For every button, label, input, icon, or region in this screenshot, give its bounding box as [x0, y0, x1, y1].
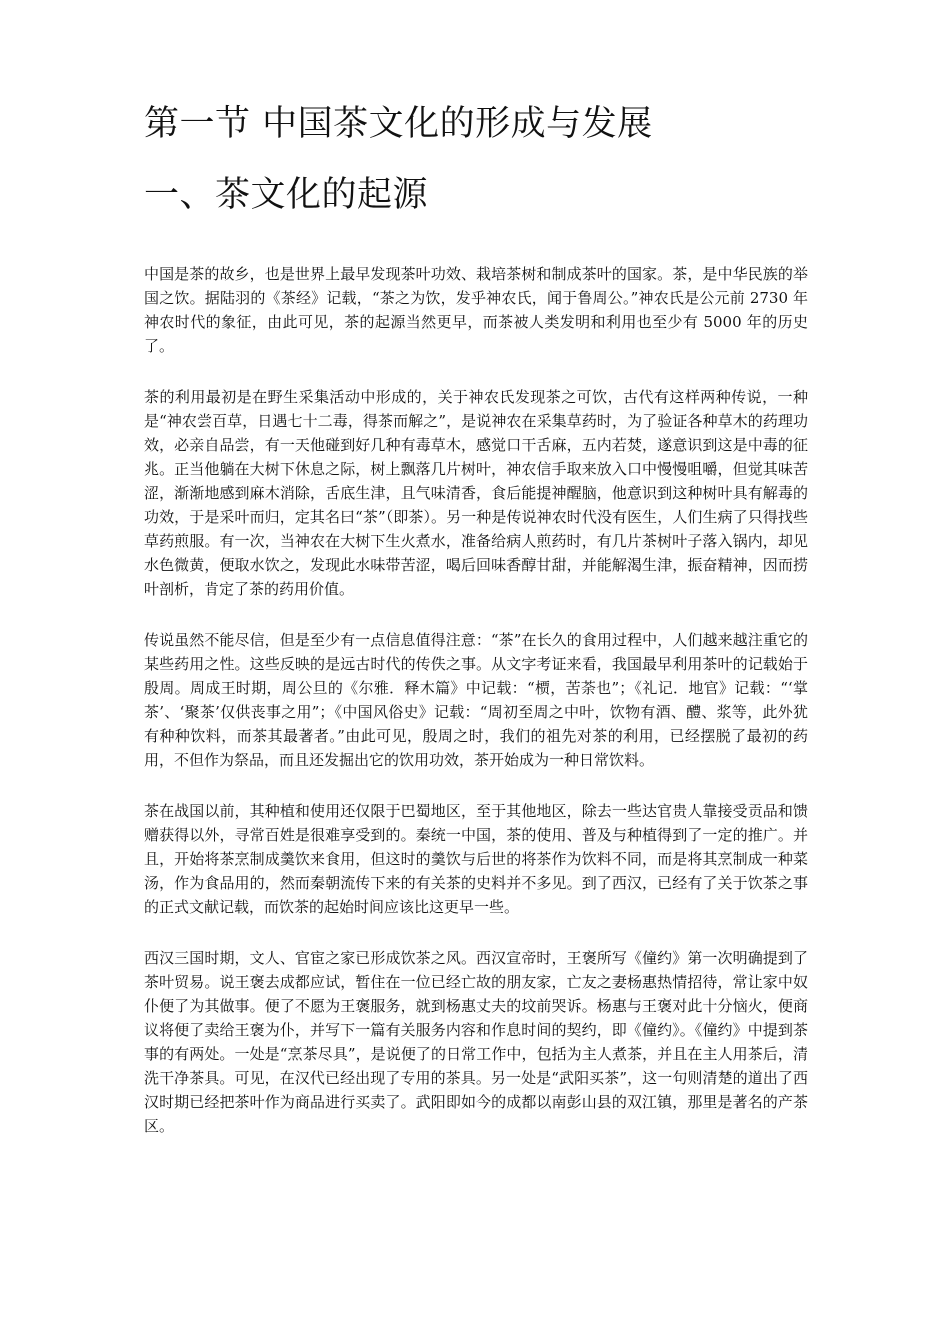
subsection-title: 一、茶文化的起源: [144, 175, 429, 215]
paragraph: 中国是茶的故乡，也是世界上最早发现茶叶功效、栽培茶树和制成茶叶的国家。茶，是中华民族的举国之饮。据陆羽的《茶经》记载，“茶之为饮，发乎神农氏，闻于鲁周公。”神农氏是公元前 2730 年神农时代的象征，由此可见，茶的起源当然更早，而茶被人类发明和利用也至少有 5000 年的历史了。: [144, 265, 808, 355]
section-title: 第一节 中国茶文化的形成与发展: [144, 104, 653, 144]
paragraph: 茶的利用最初是在野生采集活动中形成的，关于神农氏发现茶之可饮，古代有这样两种传说，一种是“神农尝百草，日遇七十二毒，得茶而解之”，是说神农在采集草药时，为了验证各种草木的药理功效，必亲自品尝，有一天他碰到好几种有毒草木，感觉口干舌麻，五内若焚，遂意识到这是中毒的征兆。正当他躺在大树下休息之际，树上飘落几片树叶，神农信手取来放入口中慢慢咀嚼，但觉其味苦涩，渐渐地感到麻木消除，舌底生津，且气味清香，食后能提神醒脑，他意识到这种树叶具有解毒的功效，于是采叶而归，定其名曰“茶”（即茶）。另一种是传说神农时代没有医生，人们生病了只得找些草药煎服。有一次，当神农在大树下生火煮水，准备给病人煎药时，有几片茶树叶子落入锅内，却见水色微黄，便取水饮之，发现此水味带苦涩，喝后回味香醇甘甜，并能解渴生津，振奋精神，因而捞叶剖析，肯定了茶的药用价值。: [144, 388, 808, 598]
body-text: [144, 262, 808, 1165]
paragraph: 茶在战国以前，其种植和使用还仅限于巴蜀地区，至于其他地区，除去一些达官贵人靠接受贡品和馈赠获得以外，寻常百姓是很难享受到的。秦统一中国，茶的使用、普及与种植得到了一定的推广。并且，开始将茶烹制成羹饮来食用，但这时的羹饮与后世的将茶作为饮料不同，而是将其烹制成一种菜汤，作为食品用的，然而秦朝流传下来的有关茶的史料并不多见。到了西汉，已经有了关于饮茶之事的正式文献记载，而饮茶的起始时间应该比这更早一些。: [144, 802, 808, 916]
paragraph: 传说虽然不能尽信，但是至少有一点信息值得注意：“茶”在长久的食用过程中，人们越来越注重它的某些药用之性。这些反映的是远古时代的传佚之事。从文字考证来看，我国最早利用茶叶的记载始于殷周。周成王时期，周公旦的《尔雅．释木篇》中记载：“槚，苦荼也”；《礼记．地官》记载：“‘掌茶’、‘聚茶’仅供丧事之用”；《中国风俗史》记载：“周初至周之中叶，饮物有酒、醴、浆等，此外犹有种种饮料，而茶其最著者。”由此可见，殷周之时，我们的祖先对茶的利用，已经摆脱了最初的药用，不但作为祭品，而且还发掘出它的饮用功效，茶开始成为一种日常饮料。: [144, 631, 808, 769]
paragraph: 西汉三国时期，文人、官宦之家已形成饮茶之风。西汉宣帝时，王褒所写《僮约》第一次明确提到了茶叶贸易。说王褒去成都应试，暂住在一位已经亡故的朋友家，亡友之妻杨惠热情招待，常让家中奴仆便了为其做事。便了不愿为王褒服务，就到杨惠丈夫的坟前哭诉。杨惠与王褒对此十分恼火，便商议将便了卖给王褒为仆，并写下一篇有关服务内容和作息时间的契约，即《僮约》。《僮约》中提到茶事的有两处。一处是“烹茶尽具”，是说便了的日常工作中，包括为主人煮茶，并且在主人用茶后，清洗干净茶具。可见，在汉代已经出现了专用的茶具。另一处是“武阳买茶”，这一句则清楚的道出了西汉时期已经把茶叶作为商品进行买卖了。武阳即如今的成都以南彭山县的双江镇，那里是著名的产茶区。: [144, 949, 808, 1135]
